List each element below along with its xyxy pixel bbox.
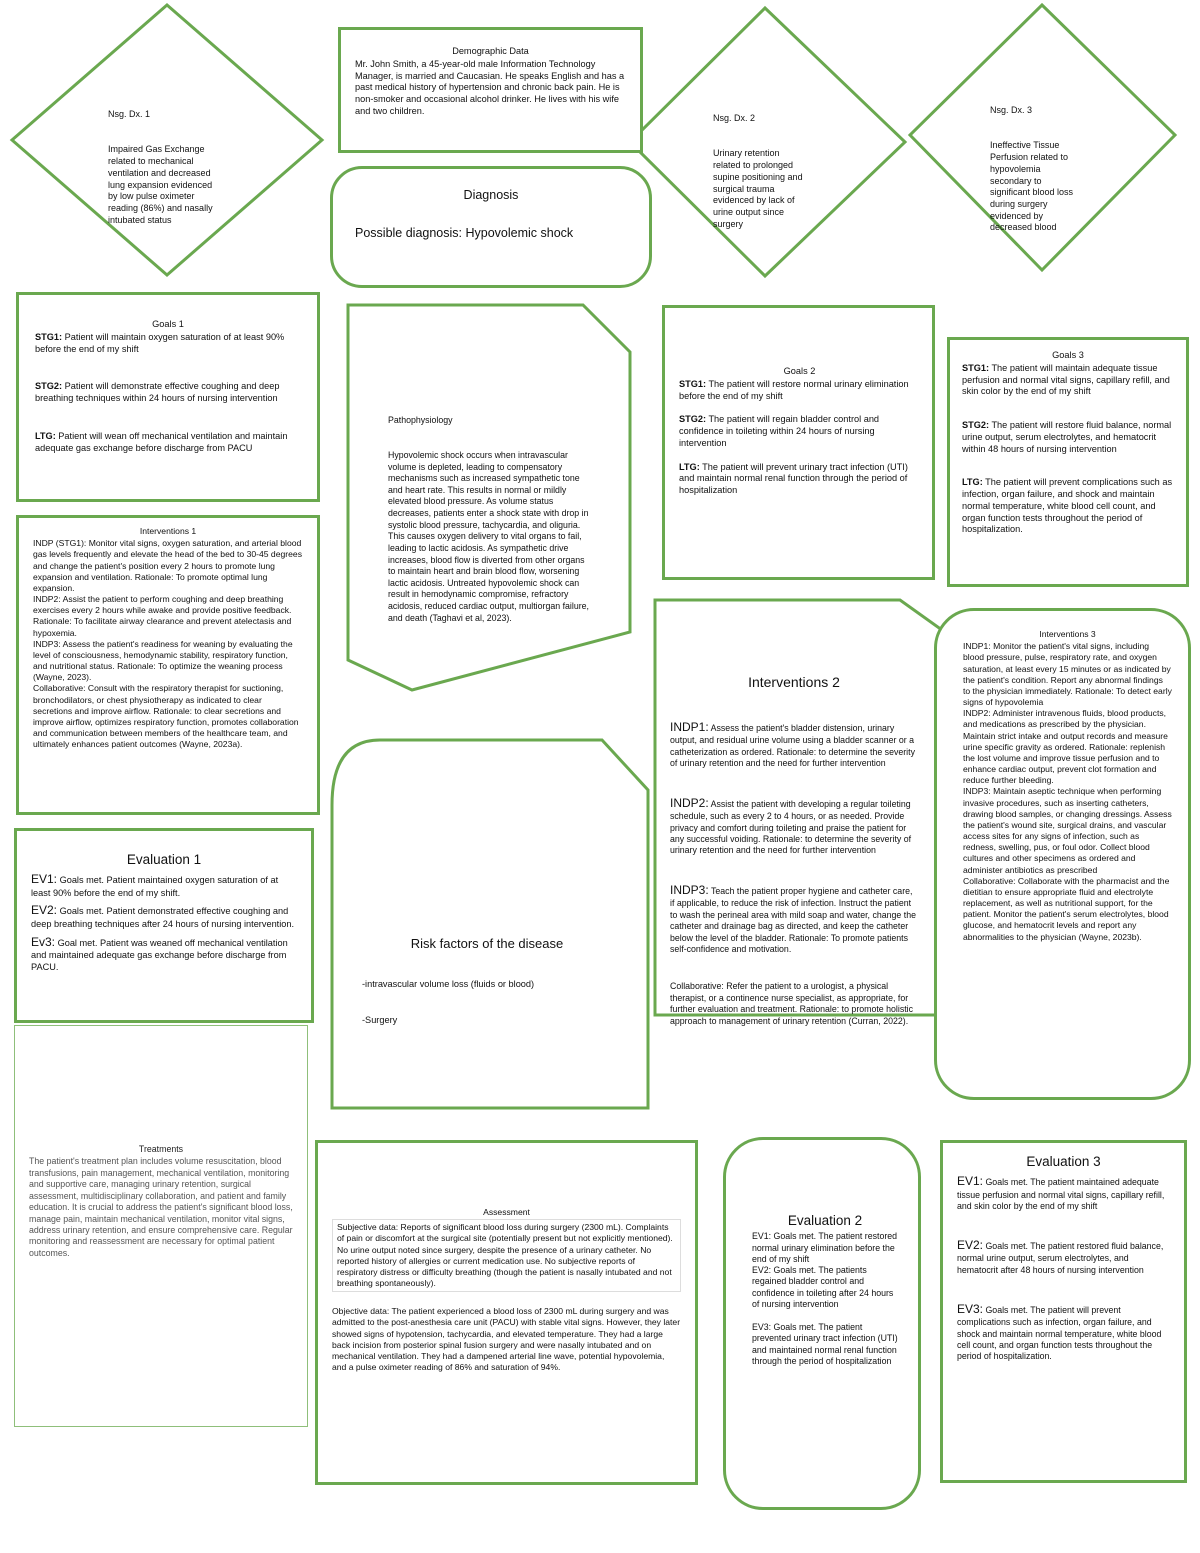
evaluation-3-item (957, 1238, 1170, 1276)
evaluation-3-text: Goals met. The patient restored fluid balance, normal urine output, serum electrolytes, and hematocrit after 48 hours of nursing intervention (957, 1241, 1166, 1275)
goals-2-item (679, 379, 920, 403)
evaluation-1-label: EV1: (31, 872, 58, 887)
goals-3-item (962, 363, 1174, 398)
pathophysiology-text: Hypovolemic shock occurs when intravascular volume is depleted, leading to compensatory mechanisms such as increased sympathetic tone and heart rate. This results in normal or mildly elevated blood pressure. As volume status decreases, patients enter a shock state with drop in systolic blood pressure, tachycardia, and oliguria. This causes oxygen delivery to vital organs to fail, leading to lactic acidosis. As sympathetic drive increases, blood flow is diverted from other organs to maintain heart and brain blood flow, worsening lactic acidosis. Untreated hypovolemic shock can result in hemodynamic compromise, refractory acidosis, reduced cardiac output, multiorgan failure, and death (Taghavi et al, 2023). (388, 450, 592, 623)
assessment-box (315, 1140, 698, 1485)
nsg-dx-2-title: Nsg. Dx. 2 (713, 113, 756, 124)
goals-2-label: STG2: (679, 414, 707, 425)
nsg-dx-2 (713, 90, 825, 242)
demographic-text: Mr. John Smith, a 45-year-old male Information Technology Manager, is married and Caucasian. He speaks English and has a past medical history of hypertension and chronic back pain. He is non-smoker and occasional alcohol drinker. He lives with his wife and two children. (355, 58, 627, 116)
interventions-2-text: Assist the patient with developing a regular toileting schedule, such as every 2 to 4 hours, or as needed. Provide privacy and comfort during toileting and praise the patient for any successful voiding. Rationale: to determine the severity of urinary retention and the need for further intervention (670, 798, 914, 856)
interventions-2-text: Refer the patient to a urologist, a physical therapist, or a continence nurse specialist, as appropriate, for further evaluation and treatment. Rationale: to promote holistic approach to management of urinary retention (Curran, 2022). (670, 981, 916, 1026)
nsg-dx-2-text: Urinary retention related to prolonged supine positioning and surgical trauma evidenced by lack of urine output since surgery (713, 148, 803, 229)
interventions-2-label: INDP3: (670, 882, 709, 897)
goals-1-label: STG1: (35, 331, 63, 342)
evaluation-1-text: Goals met. Patient demonstrated effective coughing and deep breathing techniques after 24 hours of nursing intervention. (31, 906, 295, 929)
evaluation-3-text: Goals met. The patient maintained adequate tissue perfusion and normal vital signs, capillary refill, and skin color by the end of my shift (957, 1177, 1167, 1211)
evaluation-3-title: Evaluation 3 (1026, 1154, 1101, 1169)
goals-2-text: The patient will restore normal urinary elimination before the end of my shift (679, 378, 912, 401)
diagnosis-box (330, 166, 652, 288)
evaluation-3-label: EV1: (957, 1174, 984, 1189)
goals-3-item (962, 420, 1174, 455)
goals-2-text: The patient will regain bladder control and confidence in toileting within 24 hours of nursing intervention (679, 414, 882, 448)
evaluation-2-label: EV1: (752, 1231, 772, 1242)
nsg-dx-3-text: Ineffective Tissue Perfusion related to hypovolemia secondary to significant blood loss during surgery evidenced by decreased blood (990, 140, 1074, 233)
goals-1-title: Goals 1 (152, 319, 184, 329)
evaluation-2-title: Evaluation 2 (787, 1213, 863, 1228)
risk-factors-box (362, 912, 612, 1038)
interventions-2-item (670, 981, 918, 1027)
goals-3-label: STG2: (962, 420, 990, 431)
interventions-2-item (670, 883, 918, 956)
diagnosis-text: Possible diagnosis: Hypovolemic shock (355, 226, 574, 240)
goals-3-text: The patient will maintain adequate tissue perfusion and normal vital signs, capillary refill, and skin color by the end of my shift (962, 362, 1173, 397)
evaluation-1-item (31, 903, 297, 930)
assessment-subjective (332, 1219, 681, 1292)
evaluation-3-text: Goals met. The patient will prevent complications such as infection, organ failure, and shock and maintain normal temperature, white blood cell count, and organ function tests throughout the period of hospitalization. (957, 1304, 1164, 1362)
diagnosis-title: Diagnosis (463, 188, 519, 202)
evaluation-1-item (31, 935, 297, 974)
goals-3-item (962, 477, 1174, 536)
interventions-1-title: Interventions 1 (139, 526, 197, 536)
goals-2-item (679, 414, 920, 449)
assessment-title: Assessment (483, 1207, 530, 1217)
subjective-text: Reports of significant blood loss during surgery (2300 mL). Complaints of pain or discomfort at the surgical site (potentially present but not explicitly mentioned). No urine output noted since surgery, despite the presence of a urinary catheter. No reported history of allergies or current medication use. No subjective reports of respiratory distress or difficulty breathing (though the patient is nasally intubated and not breathing spontaneously). (337, 1222, 673, 1289)
evaluation-3-label: EV3: (957, 1301, 984, 1316)
interventions-2-item (670, 796, 918, 857)
nsg-dx-1-text: Impaired Gas Exchange related to mechanical ventilation and decreased lung expansion evidenced by low pulse oximeter reading (86%) and nasally intubated status (108, 144, 213, 225)
goals-2-box (662, 305, 935, 580)
evaluation-2-item (752, 1322, 901, 1367)
evaluation-3-box (940, 1140, 1187, 1483)
interventions-2-title: Interventions 2 (748, 673, 840, 690)
goals-3-box (947, 337, 1189, 587)
treatments-title: Treatments (138, 1144, 184, 1154)
interventions-2-label: INDP1: (670, 719, 709, 734)
demographic-box (338, 27, 643, 153)
evaluation-2-text: Goals met. The patients regained bladder control and confidence in toileting after 24 hours of nursing intervention (752, 1265, 896, 1309)
evaluation-1-box (14, 828, 314, 1023)
goals-1-item (35, 332, 301, 356)
evaluation-2-item (752, 1231, 898, 1265)
risk-factor-item: -intravascular volume loss (fluids or blood) (362, 978, 535, 989)
interventions-3-title: Interventions 3 (1039, 629, 1096, 639)
goals-1-item (35, 381, 301, 405)
goals-3-text: The patient will prevent complications such as infection, organ failure, and shock and maintain normal temperature, white blood cell count, and organ function tests throughout the period of hospitalization. (962, 477, 1175, 535)
treatments-text: The patient's treatment plan includes volume resuscitation, blood transfusions, pain management, mechanical ventilation, monitoring and supportive care, managing urinary retention, surgical assessment, multidisciplinary collaboration, and patient and family education. It is crucial to address the patient's significant blood loss, manage pain, maintain mechanical ventilation, monitor vital signs, address urinary retention, and ensure comprehensive care. Regular monitoring and reassessment are necessary for optimal patient outcomes. (29, 1156, 296, 1258)
evaluation-1-label: EV2: (31, 903, 58, 918)
goals-1-label: STG2: (35, 381, 63, 392)
evaluation-1-label: Ev3: (31, 934, 56, 949)
evaluation-2-text: Goals met. The patient prevented urinary tract infection (UTI) and maintained normal renal function through the period of hospitalization (752, 1322, 901, 1366)
objective-label: Objective data: (332, 1306, 390, 1317)
goals-1-box (16, 292, 320, 502)
evaluation-2-label: EV3: (752, 1322, 772, 1333)
interventions-2-text: Teach the patient proper hygiene and catheter care, if applicable, to reduce the risk of infection. Instruct the patient to wash the perineal area with mild soap and water, change the catheter and drainage bag as directed, and keep the catheter below the level of the bladder. Rationale: To promote patients self-confidence and motivation. (670, 885, 919, 954)
evaluation-3-item (957, 1174, 1170, 1212)
pathophysiology-title: Pathophysiology (388, 415, 453, 426)
interventions-2-item (670, 720, 918, 770)
interventions-2-label: INDP2: (670, 795, 709, 810)
interventions-2-text: Assess the patient's bladder distension, urinary output, and residual urine volume using a bladder scanner or a catheterization as ordered. Rationale: to determine the severity of urinary retention and the need for further intervention (670, 722, 918, 769)
evaluation-3-label: EV2: (957, 1238, 984, 1253)
risk-factors-title: Risk factors of the disease (410, 935, 564, 951)
objective-text: The patient experienced a blood loss of 2300 mL during surgery and was admitted to the post-anesthesia care unit (PACU) with stable vital signs. However, they later showed signs of hypotension, tachycardia, and elevated temperature. They had a large back incision from posterior spinal fusion surgery and were nasally intubated and on mechanical ventilation. They had a dampened arterial line wave, potential hypovolemia, and a pulse oximeter reading of 86% and saturation of 94%. (332, 1306, 681, 1373)
evaluation-1-text: Goal met. Patient was weaned off mechanical ventilation and maintained adequate gas exchange before discharge from PACU. (31, 937, 291, 972)
evaluation-1-title: Evaluation 1 (126, 852, 202, 867)
evaluation-2-text: Goals met. The patient restored normal urinary elimination before the end of my shift (752, 1231, 900, 1264)
goals-3-label: LTG: (962, 477, 983, 488)
evaluation-2-label: EV2: (752, 1265, 772, 1276)
nsg-dx-1-title: Nsg. Dx. 1 (108, 109, 151, 120)
evaluation-2-item (752, 1265, 898, 1310)
evaluation-2-box (723, 1137, 921, 1510)
treatments-box (14, 1025, 308, 1427)
evaluation-1-text: Goals met. Patient maintained oxygen saturation of at least 90% before the end of my shift. (31, 875, 281, 898)
interventions-1-text: INDP (STG1): Monitor vital signs, oxygen saturation, and arterial blood gas levels frequently and elevate the head of the bed to 30-45 degrees and change the patient's position every 2 hours to promote lung expansion and ventilation. Rationale: To promote optimal lung expansion. INDP2: Assist the patient to perform coughing and deep breathing exercises every 2 hours while awake and provide positive feedback. Rationale: To facilitate airway clearance and prevent atelectasis and hypoxemia. INDP3: Assess the patient's readiness for weaning by evaluating the level of consciousness, hemodynamic stability, respiratory function, and nutritional status. Rationale: To optimize the weaning process (Wayne, 2023). Collaborative: Consult with the respiratory therapist for suctioning, bronchodilators, or chest physiotherapy as indicated to clear secretions and improve airflow. Rationale: to clear secretions and improve airflow, optimizes respiratory function, promotes collaboration and communication between members of the healthcare team, and ultimately enhances patient outcomes (Wayne, 2023a). (33, 538, 302, 750)
evaluation-3-item (957, 1302, 1170, 1362)
goals-2-text: The patient will prevent urinary tract infection (UTI) and maintain normal renal function through the period of hospitalization (679, 461, 911, 496)
interventions-1-box (16, 515, 320, 815)
assessment-objective (332, 1306, 681, 1373)
risk-factor-item: -Surgery (362, 1014, 398, 1025)
goals-2-label: LTG: (679, 461, 700, 472)
goals-1-text: Patient will maintain oxygen saturation of at least 90% before the end of my shift (35, 331, 287, 354)
goals-3-label: STG1: (962, 362, 990, 373)
goals-1-text: Patient will demonstrate effective coughing and deep breathing techniques within 24 hours of nursing intervention (35, 381, 283, 404)
interventions-3-box (934, 608, 1191, 1100)
nsg-dx-1 (108, 86, 233, 238)
goals-1-text: Patient will wean off mechanical ventilation and maintain adequate gas exchange before discharge from PACU (35, 430, 291, 453)
goals-3-title: Goals 3 (1052, 350, 1084, 360)
subjective-label: Subjective data: (337, 1222, 399, 1233)
goals-2-label: STG1: (679, 378, 707, 389)
evaluation-1-item (31, 872, 297, 899)
interventions-2-label: Collaborative: (670, 981, 724, 992)
goals-1-label: LTG: (35, 430, 56, 441)
pathophysiology-box (388, 392, 593, 636)
goals-2-title: Goals 2 (783, 366, 816, 376)
goals-1-item (35, 431, 301, 455)
nsg-dx-3-title: Nsg. Dx. 3 (990, 105, 1033, 116)
interventions-2-box (670, 650, 918, 1038)
nsg-dx-3 (990, 82, 1100, 246)
demographic-title: Demographic Data (452, 46, 529, 56)
interventions-3-text: INDP1: Monitor the patient's vital signs, including blood pressure, pulse, respiratory rate, and oxygen saturation, at least every 15 minutes or as indicated by the patient's condition. Report any abnormal findings to the physician immediately. Rationale: To detect early signs of hypovolemia INDP2: Administer intravenous fluids, blood products, and medications as prescribed by the physician. Maintain strict intake and output records and measure urine specific gravity as ordered. Rationale: replenish the lost volume and improve tissue perfusion and to enhance cardiac output, prevent clot formation and reduce further bleeding. INDP3: Maintain aseptic technique when performing invasive procedures, such as inserting catheters, drawing blood samples, or changing dressings. Assess the patient's wound site, surgical drains, and vascular access sites for any signs of infection, such as redness, swelling, pus, or foul odor. Collect blood cultures and other specimens as ordered and administer antibiotics as prescribed Collaborative: Collaborate with the pharmacist and the dietitian to ensure appropriate fluid and electrolyte replacement, as well as nutritional support, for the patient. Monitor the patient's serum electrolytes, blood glucose, and hematocrit levels and report any abnormalities to the physician (Wayne, 2023b). (963, 641, 1172, 942)
goals-2-item (679, 462, 920, 497)
goals-3-text: The patient will restore fluid balance, normal urine output, serum electrolytes, and hematocrit within 48 hours of nursing intervention (962, 420, 1174, 454)
